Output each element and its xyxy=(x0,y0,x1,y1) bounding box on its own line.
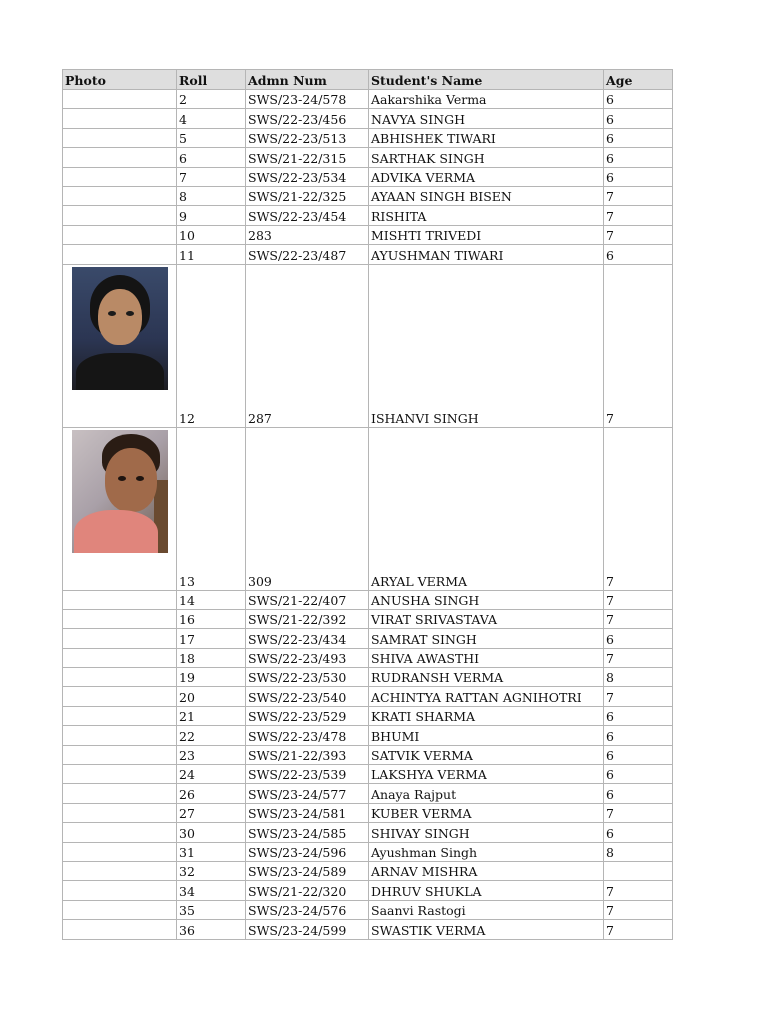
student-photo xyxy=(72,267,168,390)
cell-photo xyxy=(63,668,177,687)
cell-admn-num: SWS/23-24/599 xyxy=(246,920,369,939)
cell-age: 6 xyxy=(604,245,673,264)
table-row xyxy=(63,861,673,880)
cell-age: 7 xyxy=(604,881,673,900)
cell-photo xyxy=(63,706,177,725)
header-roll: Roll xyxy=(177,70,246,90)
cell-photo xyxy=(63,264,177,427)
cell-photo xyxy=(63,148,177,167)
cell-student-name: SAMRAT SINGH xyxy=(369,629,604,648)
table-row xyxy=(63,745,673,764)
cell-roll: 21 xyxy=(177,706,246,725)
table-row xyxy=(63,706,673,725)
table-row xyxy=(63,881,673,900)
cell-age: 6 xyxy=(604,726,673,745)
cell-roll: 9 xyxy=(177,206,246,225)
table-row xyxy=(63,264,673,427)
table-row xyxy=(63,128,673,147)
cell-photo xyxy=(63,648,177,667)
cell-student-name: ADVIKA VERMA xyxy=(369,167,604,186)
table-row xyxy=(63,609,673,628)
cell-photo xyxy=(63,167,177,186)
cell-photo xyxy=(63,109,177,128)
cell-age: 7 xyxy=(604,687,673,706)
cell-age: 7 xyxy=(604,920,673,939)
cell-photo xyxy=(63,803,177,822)
cell-admn-num: SWS/21-22/392 xyxy=(246,609,369,628)
header-row xyxy=(63,70,673,90)
table-row xyxy=(63,900,673,919)
table-row xyxy=(63,225,673,244)
cell-roll: 23 xyxy=(177,745,246,764)
header-photo: Photo xyxy=(63,70,177,90)
cell-age: 6 xyxy=(604,706,673,725)
cell-photo xyxy=(63,842,177,861)
cell-admn-num: SWS/22-23/478 xyxy=(246,726,369,745)
cell-student-name: ARYAL VERMA xyxy=(369,427,604,590)
cell-roll: 35 xyxy=(177,900,246,919)
cell-student-name: ACHINTYA RATTAN AGNIHOTRI xyxy=(369,687,604,706)
cell-student-name: ARNAV MISHRA xyxy=(369,861,604,880)
cell-admn-num: SWS/22-23/434 xyxy=(246,629,369,648)
cell-roll: 19 xyxy=(177,668,246,687)
cell-admn-num: SWS/22-23/530 xyxy=(246,668,369,687)
cell-roll: 36 xyxy=(177,920,246,939)
cell-photo xyxy=(63,629,177,648)
cell-roll: 13 xyxy=(177,427,246,590)
cell-photo xyxy=(63,745,177,764)
cell-admn-num: SWS/22-23/456 xyxy=(246,109,369,128)
table-row xyxy=(63,629,673,648)
cell-roll: 18 xyxy=(177,648,246,667)
cell-photo xyxy=(63,900,177,919)
cell-age: 7 xyxy=(604,427,673,590)
cell-age: 8 xyxy=(604,842,673,861)
cell-age: 6 xyxy=(604,629,673,648)
cell-photo xyxy=(63,128,177,147)
cell-roll: 12 xyxy=(177,264,246,427)
cell-roll: 6 xyxy=(177,148,246,167)
cell-student-name: ABHISHEK TIWARI xyxy=(369,128,604,147)
cell-admn-num: SWS/23-24/581 xyxy=(246,803,369,822)
table-row xyxy=(63,109,673,128)
cell-photo xyxy=(63,687,177,706)
cell-age: 6 xyxy=(604,765,673,784)
cell-admn-num: SWS/22-23/513 xyxy=(246,128,369,147)
cell-age: 6 xyxy=(604,90,673,109)
table-row xyxy=(63,803,673,822)
cell-admn-num: SWS/22-23/487 xyxy=(246,245,369,264)
table-row xyxy=(63,148,673,167)
table-row xyxy=(63,668,673,687)
cell-student-name: ANUSHA SINGH xyxy=(369,590,604,609)
cell-admn-num: SWS/23-24/577 xyxy=(246,784,369,803)
cell-roll: 7 xyxy=(177,167,246,186)
cell-student-name: NAVYA SINGH xyxy=(369,109,604,128)
table-row xyxy=(63,427,673,590)
cell-photo xyxy=(63,186,177,205)
cell-roll: 14 xyxy=(177,590,246,609)
cell-student-name: KRATI SHARMA xyxy=(369,706,604,725)
table-row xyxy=(63,590,673,609)
cell-student-name: AYUSHMAN TIWARI xyxy=(369,245,604,264)
student-photo xyxy=(72,430,168,553)
table-row xyxy=(63,186,673,205)
cell-roll: 5 xyxy=(177,128,246,147)
cell-roll: 32 xyxy=(177,861,246,880)
cell-admn-num: SWS/23-24/578 xyxy=(246,90,369,109)
table-row xyxy=(63,206,673,225)
cell-student-name: SHIVAY SINGH xyxy=(369,823,604,842)
cell-roll: 8 xyxy=(177,186,246,205)
cell-roll: 27 xyxy=(177,803,246,822)
cell-photo xyxy=(63,823,177,842)
cell-admn-num: SWS/21-22/320 xyxy=(246,881,369,900)
cell-student-name: MISHTI TRIVEDI xyxy=(369,225,604,244)
cell-photo xyxy=(63,784,177,803)
table-row xyxy=(63,726,673,745)
cell-admn-num: SWS/21-22/325 xyxy=(246,186,369,205)
cell-student-name: Saanvi Rastogi xyxy=(369,900,604,919)
cell-age xyxy=(604,861,673,880)
cell-admn-num: SWS/23-24/576 xyxy=(246,900,369,919)
cell-admn-num: SWS/22-23/493 xyxy=(246,648,369,667)
table-row xyxy=(63,167,673,186)
cell-age: 7 xyxy=(604,206,673,225)
cell-roll: 34 xyxy=(177,881,246,900)
cell-roll: 30 xyxy=(177,823,246,842)
cell-roll: 4 xyxy=(177,109,246,128)
table-body xyxy=(63,90,673,940)
header-student-name: Student's Name xyxy=(369,70,604,90)
cell-age: 7 xyxy=(604,648,673,667)
cell-admn-num: SWS/23-24/589 xyxy=(246,861,369,880)
cell-admn-num: SWS/22-23/540 xyxy=(246,687,369,706)
table-row xyxy=(63,245,673,264)
cell-student-name: AYAAN SINGH BISEN xyxy=(369,186,604,205)
cell-admn-num: 283 xyxy=(246,225,369,244)
cell-age: 6 xyxy=(604,128,673,147)
cell-photo xyxy=(63,225,177,244)
cell-photo xyxy=(63,920,177,939)
cell-photo xyxy=(63,765,177,784)
cell-student-name: Ayushman Singh xyxy=(369,842,604,861)
cell-roll: 17 xyxy=(177,629,246,648)
cell-age: 7 xyxy=(604,590,673,609)
cell-student-name: LAKSHYA VERMA xyxy=(369,765,604,784)
cell-student-name: SHIVA AWASTHI xyxy=(369,648,604,667)
cell-student-name: DHRUV SHUKLA xyxy=(369,881,604,900)
table-row xyxy=(63,842,673,861)
cell-roll: 10 xyxy=(177,225,246,244)
cell-student-name: VIRAT SRIVASTAVA xyxy=(369,609,604,628)
cell-student-name: SATVIK VERMA xyxy=(369,745,604,764)
cell-roll: 20 xyxy=(177,687,246,706)
cell-photo xyxy=(63,206,177,225)
cell-photo xyxy=(63,609,177,628)
cell-roll: 26 xyxy=(177,784,246,803)
cell-roll: 24 xyxy=(177,765,246,784)
cell-age: 7 xyxy=(604,225,673,244)
cell-age: 7 xyxy=(604,609,673,628)
table-row xyxy=(63,90,673,109)
student-roster-table xyxy=(62,69,673,940)
cell-admn-num: SWS/21-22/407 xyxy=(246,590,369,609)
cell-age: 6 xyxy=(604,784,673,803)
cell-photo xyxy=(63,726,177,745)
cell-student-name: Anaya Rajput xyxy=(369,784,604,803)
cell-roll: 22 xyxy=(177,726,246,745)
cell-age: 6 xyxy=(604,823,673,842)
cell-age: 7 xyxy=(604,186,673,205)
cell-student-name: RISHITA xyxy=(369,206,604,225)
table-row xyxy=(63,648,673,667)
cell-student-name: Aakarshika Verma xyxy=(369,90,604,109)
cell-age: 8 xyxy=(604,668,673,687)
cell-photo xyxy=(63,590,177,609)
cell-student-name: ISHANVI SINGH xyxy=(369,264,604,427)
cell-age: 6 xyxy=(604,109,673,128)
cell-roll: 11 xyxy=(177,245,246,264)
cell-admn-num: SWS/21-22/393 xyxy=(246,745,369,764)
cell-student-name: BHUMI xyxy=(369,726,604,745)
cell-age: 7 xyxy=(604,264,673,427)
cell-admn-num: SWS/22-23/534 xyxy=(246,167,369,186)
table-row xyxy=(63,765,673,784)
cell-student-name: KUBER VERMA xyxy=(369,803,604,822)
cell-age: 6 xyxy=(604,745,673,764)
cell-roll: 2 xyxy=(177,90,246,109)
cell-photo xyxy=(63,861,177,880)
cell-photo xyxy=(63,245,177,264)
cell-student-name: RUDRANSH VERMA xyxy=(369,668,604,687)
cell-age: 7 xyxy=(604,900,673,919)
cell-admn-num: 287 xyxy=(246,264,369,427)
table-header xyxy=(63,70,673,90)
cell-admn-num: SWS/22-23/539 xyxy=(246,765,369,784)
cell-age: 7 xyxy=(604,803,673,822)
cell-admn-num: SWS/23-24/585 xyxy=(246,823,369,842)
table-row xyxy=(63,823,673,842)
cell-student-name: SARTHAK SINGH xyxy=(369,148,604,167)
cell-admn-num: SWS/21-22/315 xyxy=(246,148,369,167)
cell-roll: 16 xyxy=(177,609,246,628)
header-age: Age xyxy=(604,70,673,90)
cell-admn-num: SWS/23-24/596 xyxy=(246,842,369,861)
cell-admn-num: SWS/22-23/454 xyxy=(246,206,369,225)
cell-admn-num: 309 xyxy=(246,427,369,590)
cell-photo xyxy=(63,881,177,900)
table-row xyxy=(63,687,673,706)
cell-photo xyxy=(63,90,177,109)
cell-photo xyxy=(63,427,177,590)
cell-admn-num: SWS/22-23/529 xyxy=(246,706,369,725)
cell-age: 6 xyxy=(604,167,673,186)
cell-roll: 31 xyxy=(177,842,246,861)
header-admn-num: Admn Num xyxy=(246,70,369,90)
cell-age: 6 xyxy=(604,148,673,167)
table-row xyxy=(63,784,673,803)
cell-student-name: SWASTIK VERMA xyxy=(369,920,604,939)
table-row xyxy=(63,920,673,939)
